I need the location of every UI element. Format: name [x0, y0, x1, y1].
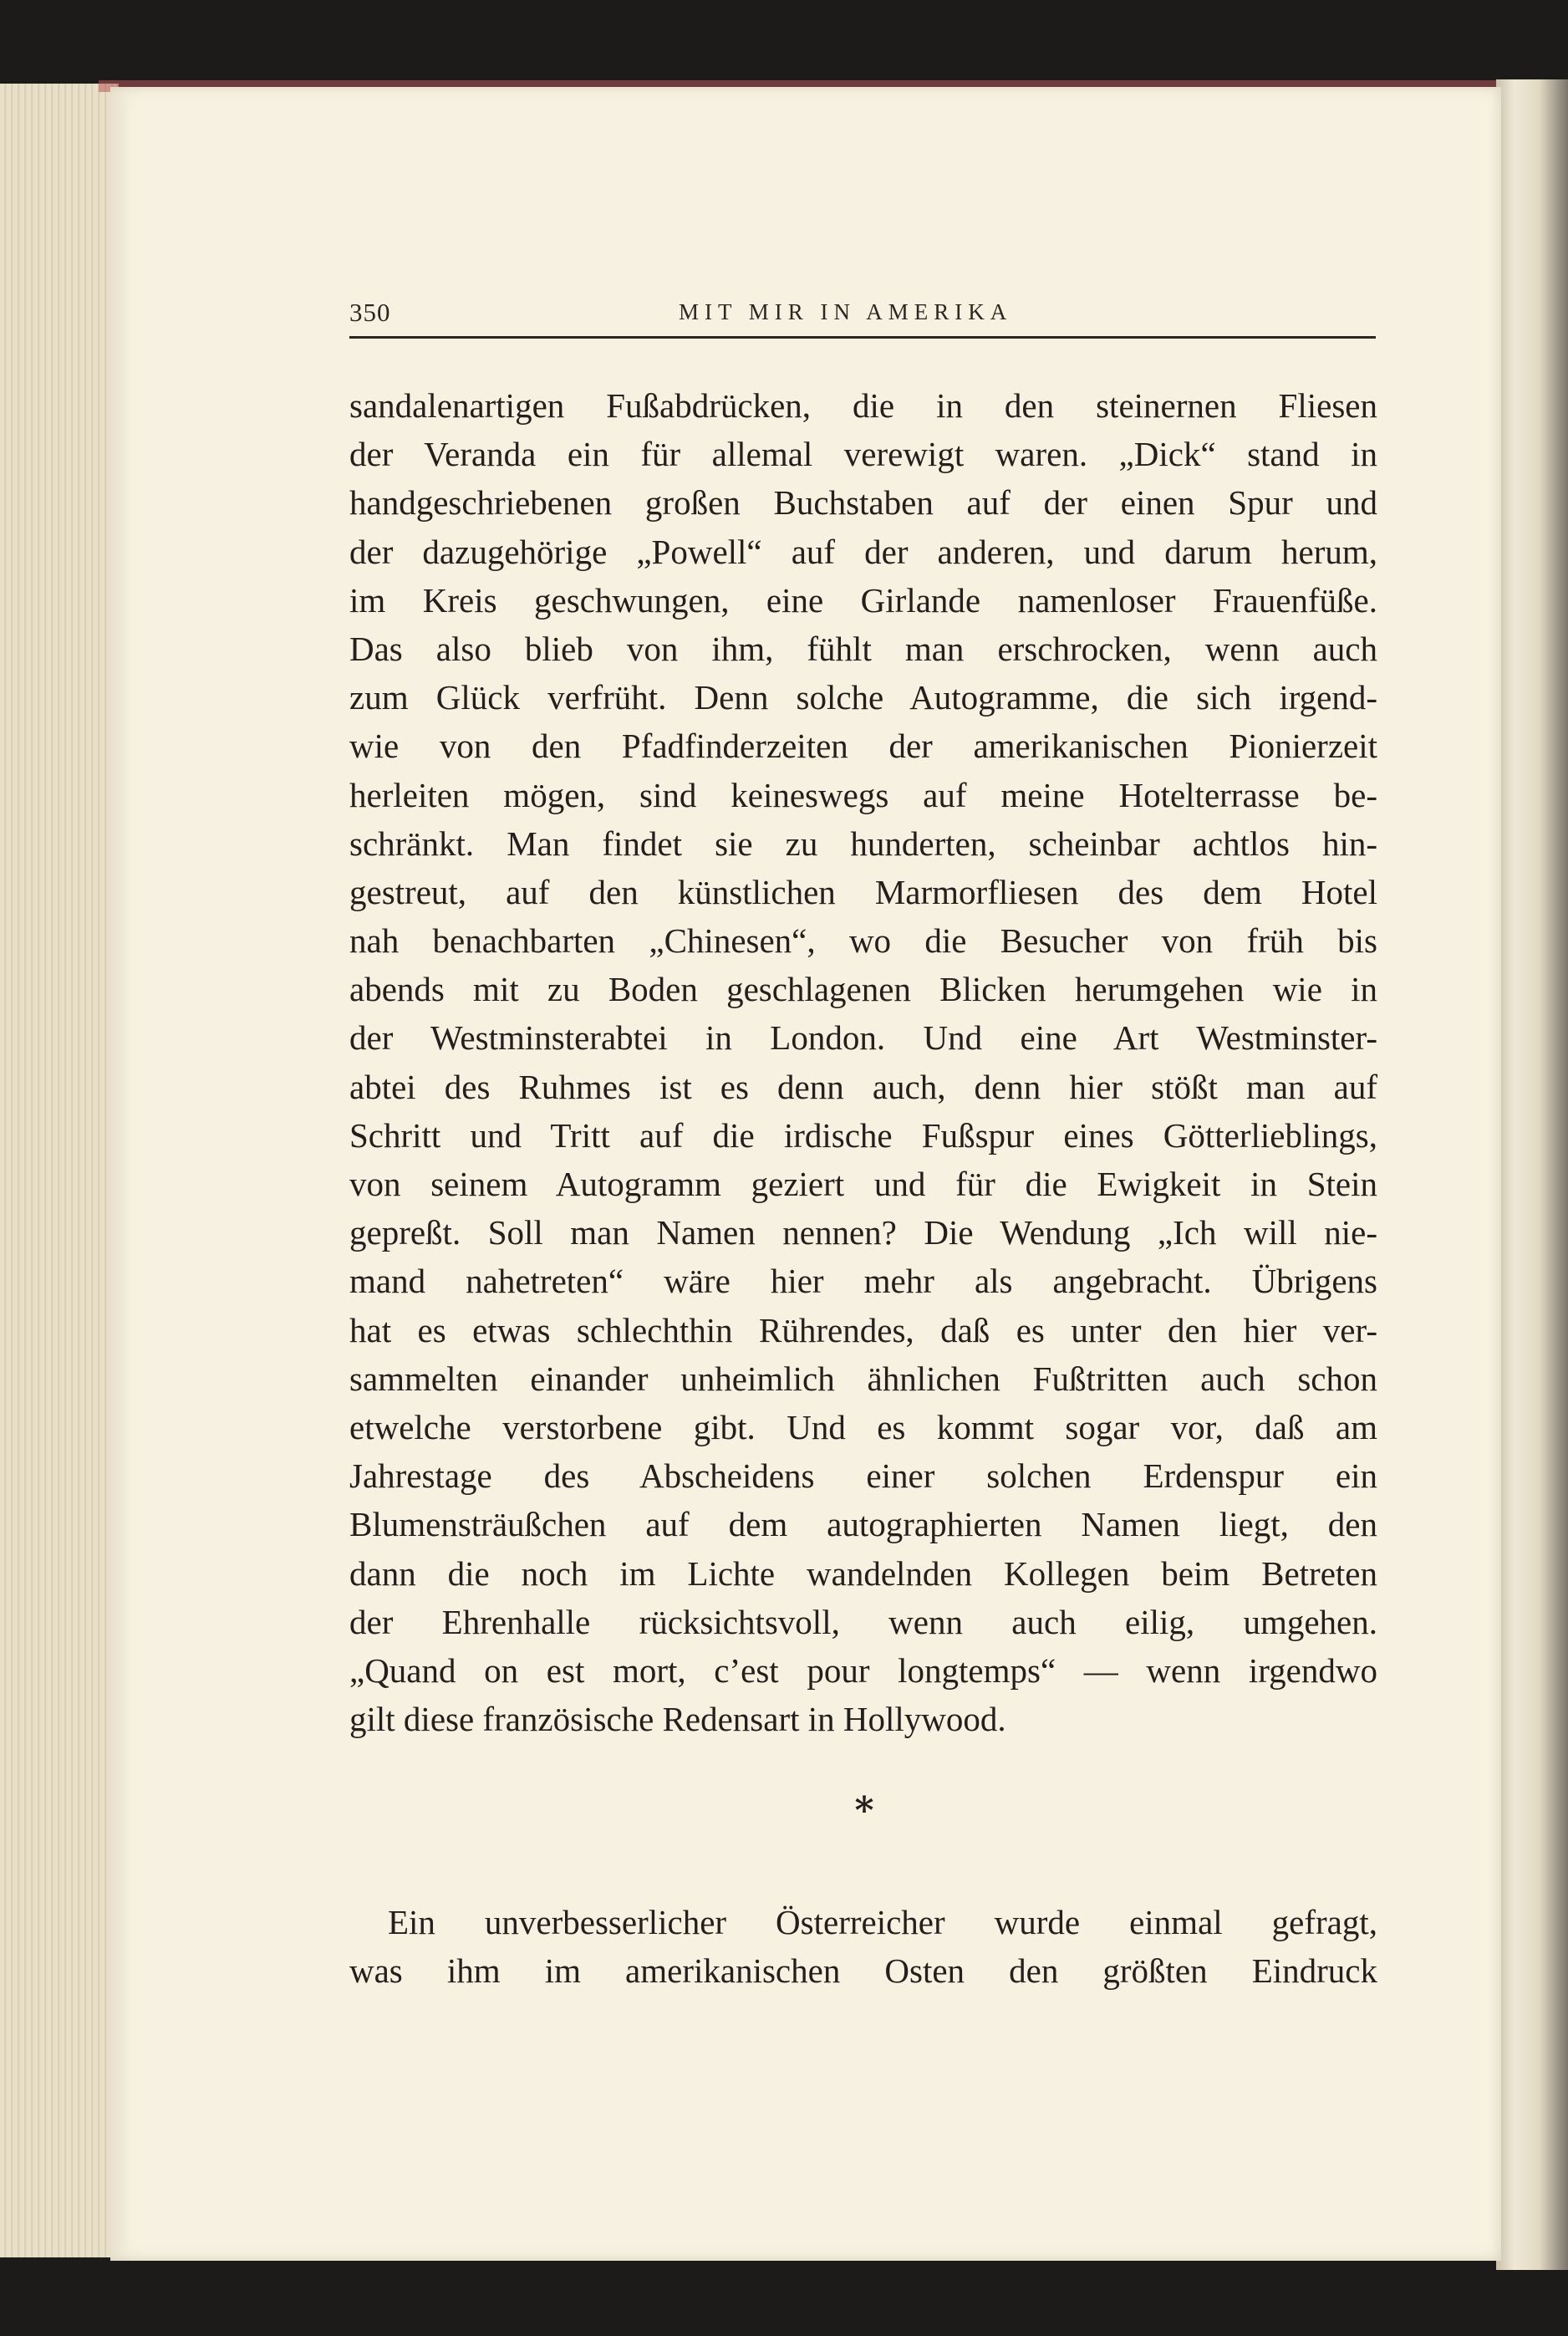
text-line: mand nahetreten“ wäre hier mehr als angebracht. Übrigens — [349, 1262, 1377, 1301]
text-line: was ihm im amerikanischen Osten den größten Eindruck — [349, 1951, 1377, 1991]
text-line: dann die noch im Lichte wandelnden Kollegen beim Betreten — [349, 1553, 1377, 1593]
text-line: handgeschriebenen großen Buchstaben auf der einen Spur und — [349, 483, 1377, 523]
text-line: etwelche verstorbene gibt. Und es kommt sogar vor, daß am — [349, 1407, 1377, 1446]
text-line: gilt diese französische Redensart in Hollywood. — [349, 1700, 1006, 1739]
text-line: der dazugehörige „Powell“ auf der anderen, und darum herum, — [349, 532, 1377, 571]
text-line: sandalenartigen Fußabdrücken, die in den steinernen Fliesen — [349, 386, 1377, 425]
text-line: wie von den Pfadfinderzeiten der amerikanischen Pionierzeit — [349, 727, 1377, 766]
text-line: gestreut, auf den künstlichen Marmorfliesen des dem Hotel — [349, 872, 1377, 911]
paragraph-1 — [349, 381, 1377, 1743]
running-title: MIT MIR IN AMERIKA — [679, 299, 1013, 324]
paragraph-2 — [349, 1898, 1377, 1995]
text-line: „Quand on est mort, c’est pour longtemps“ — wenn irgendwo — [349, 1650, 1377, 1690]
text-line: Blumensträußchen auf dem autographierten Namen liegt, den — [349, 1505, 1377, 1544]
text-line: Schritt und Tritt auf die irdische Fußspur eines Götterlieblings, — [349, 1115, 1377, 1155]
text-line: der Ehrenhalle rücksichtsvoll, wenn auch eilig, umgehen. — [349, 1602, 1377, 1641]
right-page-edge — [1496, 79, 1568, 2270]
text-line: abends mit zu Boden geschlagenen Blicken herumgehen wie in — [349, 970, 1377, 1009]
text-line: herleiten mögen, sind keineswegs auf meine Hotelterrasse be- — [349, 775, 1377, 814]
text-line: Jahrestage des Abscheidens einer solchen Erdenspur ein — [349, 1456, 1377, 1496]
text-line: Ein unverbesserlicher Österreicher wurde einmal gefragt, — [388, 1903, 1377, 1941]
page-stack-edge — [0, 84, 119, 2257]
text-line: gepreßt. Soll man Namen nennen? Die Wendung „Ich will nie- — [349, 1213, 1377, 1252]
text-line: hat es etwas schlechthin Rührendes, daß es unter den hier ver- — [349, 1310, 1377, 1349]
text-line: abtei des Ruhmes ist es denn auch, denn hier stößt man auf — [349, 1067, 1377, 1106]
text-line: Das also blieb von ihm, fühlt man erschrocken, wenn auch — [349, 629, 1377, 668]
text-line: der Westminsterabtei in London. Und eine Art Westminster- — [349, 1018, 1377, 1058]
text-line: der Veranda ein für allemal verewigt waren. „Dick“ stand in — [349, 435, 1377, 474]
text-line: im Kreis geschwungen, eine Girlande namenloser Frauenfüße. — [349, 580, 1377, 620]
section-separator: * — [854, 1789, 874, 1832]
text-line: sammelten einander unheimlich ähnlichen Fußtritten auch schon — [349, 1359, 1377, 1398]
text-line: schränkt. Man findet sie zu hunderten, scheinbar achtlos hin- — [349, 824, 1377, 863]
page-number: 350 — [349, 298, 391, 327]
text-line: zum Glück verfrüht. Denn solche Autogramme, die sich irgend- — [349, 678, 1377, 717]
text-line: nah benachbarten „Chinesen“, wo die Besucher von früh bis — [349, 921, 1377, 961]
text-line: von seinem Autogramm geziert und für die Ewigkeit in Stein — [349, 1165, 1377, 1203]
running-head — [349, 298, 1376, 339]
